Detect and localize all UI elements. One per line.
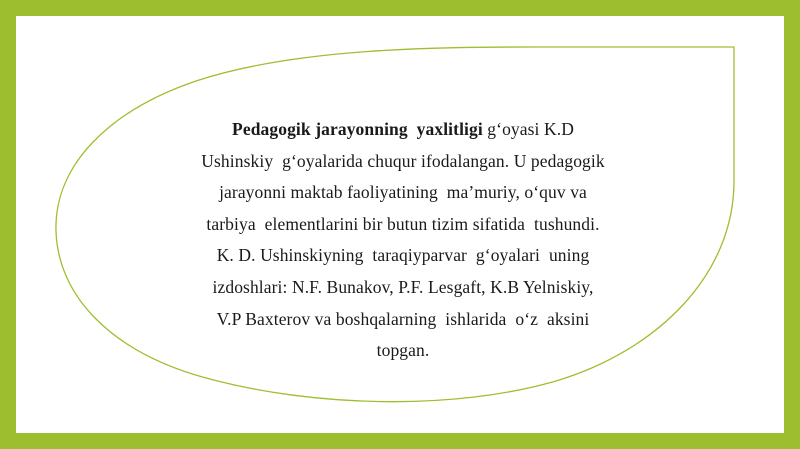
text-line-3: jarayonni maktab faoliyatining ma’muriy, o‘quv va <box>219 182 587 203</box>
slide-canvas <box>16 16 784 433</box>
text-line-4: tarbiya elementlarini bir butun tizim sifatida tushundi. <box>206 213 600 234</box>
text-line-5: K. D. Ushinskiyning taraqiyparvar g‘oyalari uning <box>216 245 590 266</box>
bold-heading-text: Pedagogik jarayonning yaxlitligi <box>232 119 483 139</box>
text-line-7: V.P Baxterov va boshqalarning ishlarida o‘z aksini <box>216 308 590 329</box>
text-line-6: izdoshlari: N.F. Bunakov, P.F. Lesgaft, K.B Yelniskiy, <box>212 276 594 297</box>
line1-rest: g‘oyasi K.D <box>482 119 574 139</box>
text-line-8: topgan. <box>376 340 430 361</box>
text-line-2: Ushinskiy g‘oyalarida chuqur ifodalangan. U pedagogik <box>201 150 605 171</box>
text-line-1 <box>168 114 638 146</box>
body-paragraph <box>168 114 638 367</box>
